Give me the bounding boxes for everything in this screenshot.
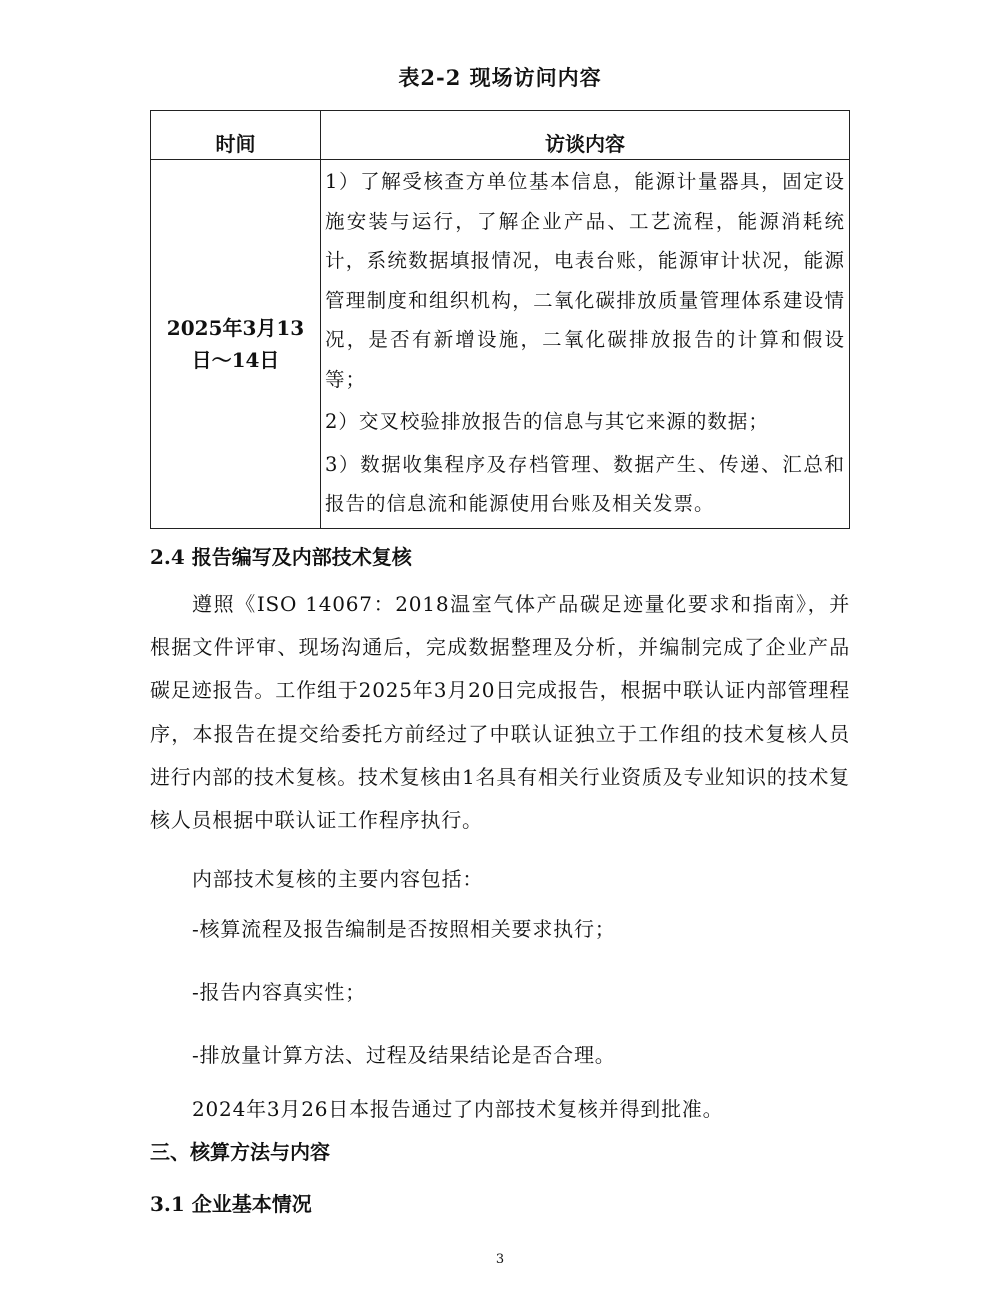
section-2-4-heading: 2.4 报告编写及内部技术复核 [150, 545, 412, 569]
content-item-3: 3）数据收集程序及存档管理、数据产生、传递、汇总和报告的信息流和能源使用台账及相关发票。 [325, 452, 845, 515]
section-3-heading: 三、核算方法与内容 [150, 1140, 330, 1164]
table-caption: 表2-2 现场访问内容 [398, 65, 602, 90]
section-2-4-paragraph: 遵照《ISO 14067：2018温室气体产品碳足迹量化要求和指南》，并根据文件评审、现场沟通后，完成数据整理及分析，并编制完成了企业产品碳足迹报告。工作组于2025年3月20日完成报告，根据中联认证内部管理程序，本报告在提交给委托方前经过了中联认证独立于工作组的技术复核人员进行内部的技术复核。技术复核由1名具有相关行业资质及专业知识的技术复核人员根据中联认证工作程序执行。 [150, 592, 850, 833]
table-header-row [151, 111, 850, 160]
review-item-3: -排放量计算方法、过程及结果结论是否合理。 [192, 1043, 616, 1067]
review-item-1: -核算流程及报告编制是否按照相关要求执行； [192, 917, 616, 941]
review-item-2: -报告内容真实性； [192, 980, 366, 1004]
page-number: 3 [495, 1252, 505, 1267]
date-cell [151, 160, 321, 529]
header-content: 访谈内容 [321, 111, 850, 160]
section-3-1-heading: 3.1 企业基本情况 [150, 1192, 312, 1216]
table-row [151, 160, 850, 529]
content-item-2: 2）交叉校验排放报告的信息与其它来源的数据； [325, 410, 769, 433]
date-line-2: 日～14日 [191, 347, 280, 372]
interview-table [150, 110, 850, 529]
approval-statement: 2024年3月26日本报告通过了内部技术复核并得到批准。 [192, 1097, 724, 1121]
content-item-1: 1）了解受核查方单位基本信息，能源计量器具，固定设施安装与运行，了解企业产品、工艺流程，能源消耗统计，系统数据填报情况，电表台账，能源审计状况，能源管理制度和组织机构，二氧化碳排放质量管理体系建设情况，是否有新增设施，二氧化碳排放报告的计算和假设等； [325, 170, 845, 391]
content-cell [321, 160, 850, 529]
review-intro: 内部技术复核的主要内容包括： [192, 867, 484, 891]
date-line-1: 2025年3月13 [166, 315, 305, 340]
header-time: 时间 [151, 111, 321, 160]
